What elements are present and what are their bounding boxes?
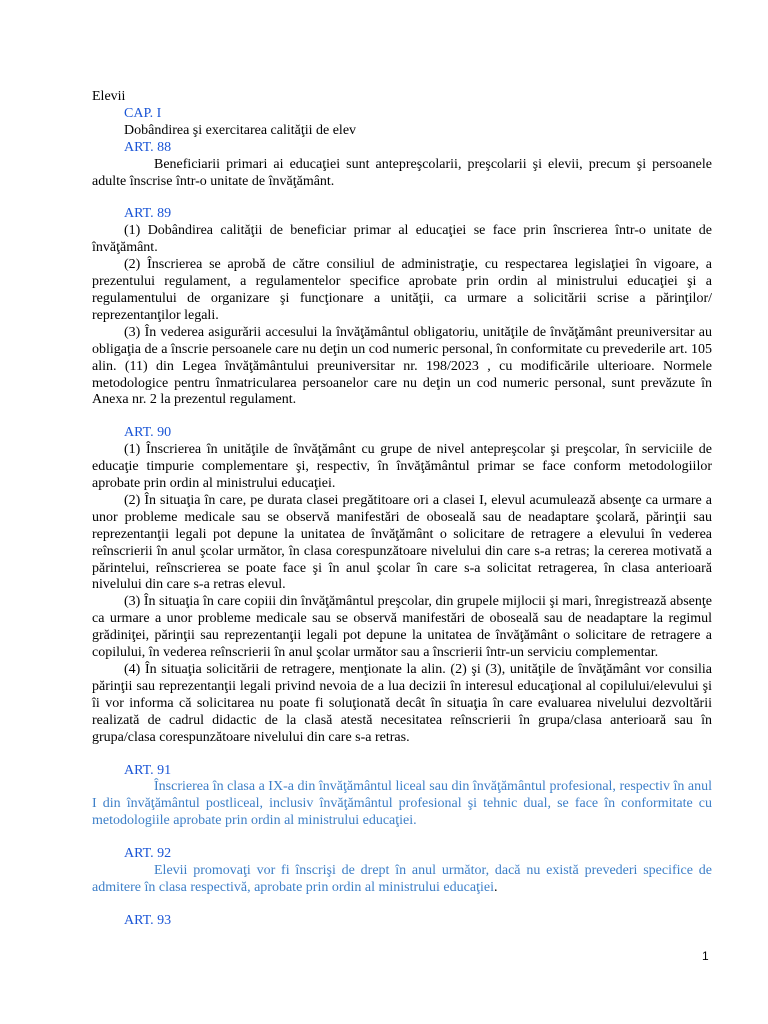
spacer <box>92 830 712 846</box>
article-89-paragraph-2: (2) Înscrierea se aprobă de către consiliul de administraţie, cu respectarea legislaţiei în vigoare, a prezentului regulament, a regulamentelor specifice aprobate prin ordin al ministrului educaţiei şi a regulamentului de organizare şi funcţionare a unităţii, ca urmare a solicitării scrise a părinţilor/ reprezentanţilor legali. <box>92 257 712 323</box>
article-90-paragraph-4: (4) În situaţia solicitării de retragere, menţionate la alin. (2) şi (3), unităţile de învăţământ vor consilia părinţii sau reprezentanţii legali privind nevoia de a lua decizii în interesul educaţional al copilului/elevului şi îi vor informa că solicitarea nu poate fi soluţionată decât în situaţia în care evaluarea nivelului dezvoltării realizată de cadrul didactic de la clasă atestă necesitatea reînscrierii în grupa/clasa anterioară sau în grupa/clasa corespunzătoare nivelului din care s-a retras. <box>92 662 712 745</box>
article-89-label: ART. 89 <box>124 206 172 222</box>
document-page <box>92 89 712 930</box>
article-90-paragraph-2: (2) În situaţia în care, pe durata clasei pregătitoare ori a clasei I, elevul acumulează absenţe ca urmare a unor probleme medicale sau se observă manifestări de oboseală sau de neadaptare şcolară, părinţii sau reprezentanţii legali pot depune la unitatea de învăţământ o solicitare de retragere a elevului în vederea reînscrierii în anul şcolar următor, în clasa corespunzătoare nivelului din care s-a retras; la cererea motivată a părintelui, reînscrierea se poate face şi în anul şcolar în care s-a solicitat retragerea, în clasa anterioară nivelului din care s-a retras elevul. <box>92 492 712 593</box>
document-title: Elevii <box>92 89 126 104</box>
article-90-label: ART. 90 <box>124 425 172 441</box>
article-92-label: ART. 92 <box>124 846 172 862</box>
article-90-paragraph-3: (3) În situaţia în care copiii din învăţământul preşcolar, din grupele mijlocii şi mari, înregistrează absenţe ca urmare a unor probleme medicale sau se observă manifestări de oboseală sau de neadaptare la regimul grădiniţei, părinţii sau reprezentanţii legali pot depune la unitatea de învăţământ o solicitare de retragere a copilului, în vederea reînscrierii în anul şcolar următor sau a înscrierii într-un serviciu complementar. <box>92 594 712 661</box>
chapter-heading: Dobândirea şi exercitarea calităţii de elev <box>124 122 357 138</box>
spacer <box>92 190 712 206</box>
article-89-paragraph-3: (3) În vederea asigurării accesului la învăţământul obligatoriu, unităţile de învăţământ preuniversitar au obligaţia de a înscrie persoanele care nu deţin un cod numeric personal, în conformitate cu prevederile art. 105 alin. (11) din Legea învăţământului preuniversitar nr. 198/2023 , cu modificările ulterioare. Normele metodologice pentru înmatricularea persoanelor care nu deţin un cod numeric personal, sunt prevăzute în Anexa nr. 2 la prezentul regulament. <box>92 324 712 408</box>
article-91-text: Înscrierea în clasa a IX-a din învăţământul liceal sau din învăţământul profesional, respectiv în anul I din învăţământul postliceal, inclusiv învăţământul profesional şi tehnic dual, se face în conformitate cu metodologiile aprobate prin ordin al ministrului educaţiei. <box>92 779 712 829</box>
article-92-paragraph <box>92 863 712 897</box>
article-92-period: . <box>493 879 498 895</box>
chapter-label: CAP. I <box>124 105 162 121</box>
article-91-label: ART. 91 <box>124 762 172 778</box>
spacer <box>92 747 712 763</box>
article-89-paragraph-1: (1) Dobândirea calităţii de beneficiar primar al educaţiei se face prin înscrierea într-o unitate de învăţământ. <box>92 223 712 256</box>
article-90-paragraph-1: (1) Înscrierea în unităţile de învăţământ cu grupe de nivel antepreşcolar şi preşcolar, în serviciile de educaţie timpurie complementare şi, respectiv, în învăţământul primar se face conform metodologiilor aprobate prin ordin al ministrului educaţiei. <box>92 442 712 492</box>
spacer <box>92 409 712 425</box>
article-92-text: Elevii promovaţi vor fi înscrişi de drept în anul următor, dacă nu există prevederi specifice de admitere în clasa respectivă, aprobate prin ordin al ministrului educaţiei <box>92 863 712 895</box>
article-88-text: Beneficiarii primari ai educaţiei sunt antepreşcolarii, preşcolarii şi elevii, precum şi persoanele adulte înscrise într-o unitate de învăţământ. <box>92 156 712 189</box>
page-number: 1 <box>702 949 709 963</box>
article-88-label: ART. 88 <box>124 139 172 155</box>
spacer <box>92 897 712 913</box>
article-93-label: ART. 93 <box>124 912 172 928</box>
